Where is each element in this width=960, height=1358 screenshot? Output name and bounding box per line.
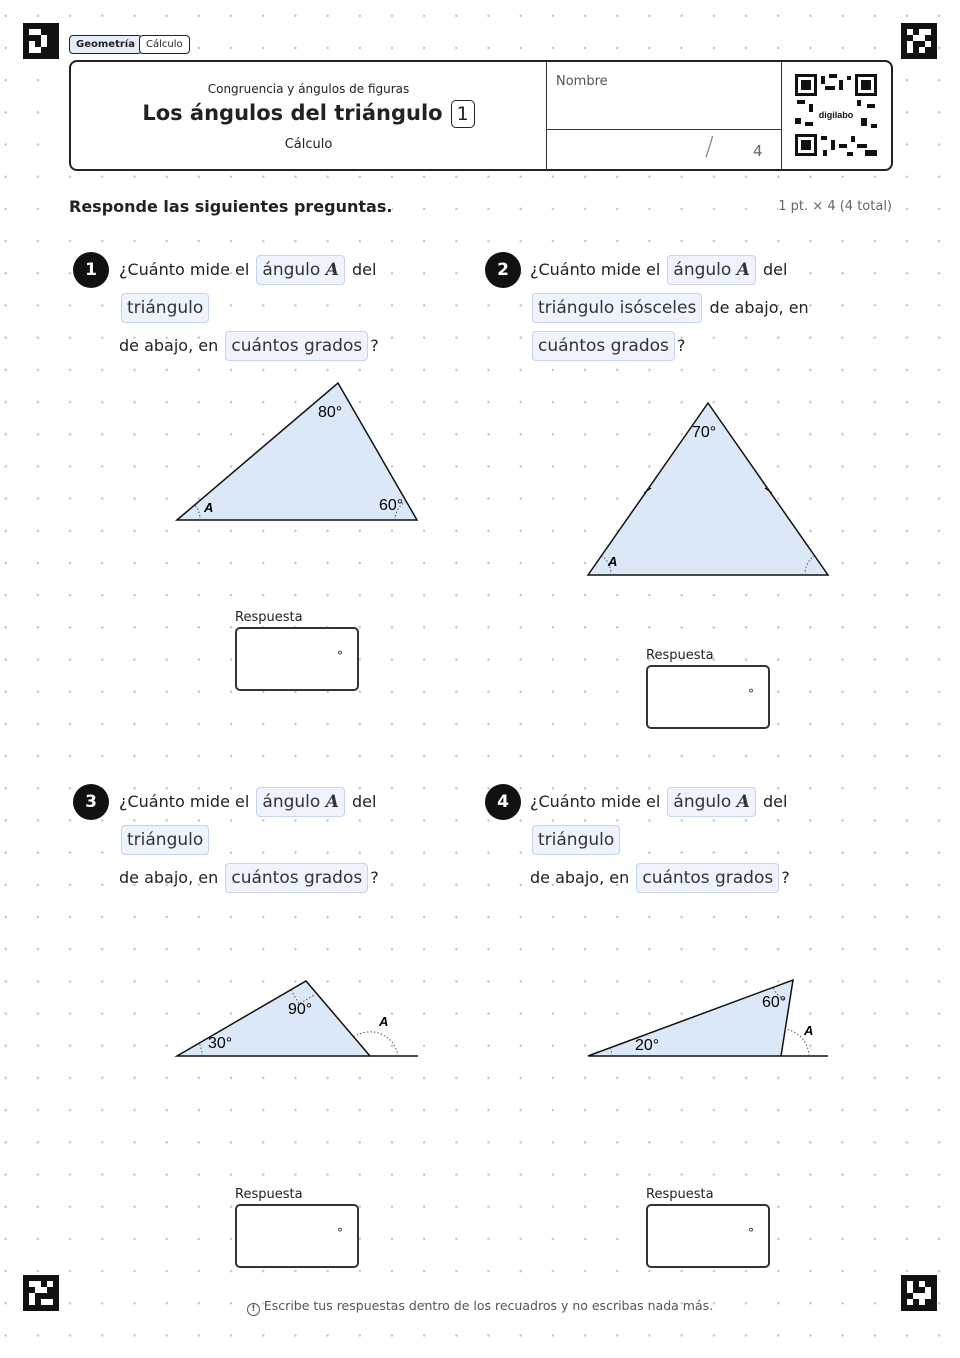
qr-brand-text: digilabo: [818, 110, 854, 120]
answer-box[interactable]: [646, 1204, 770, 1268]
worksheet-subtitle: Congruencia y ángulos de figuras: [207, 82, 410, 96]
title-text: Los ángulos del triángulo: [142, 101, 443, 125]
question-text-part: de abajo, en: [119, 868, 219, 887]
triangle-figure-2: [570, 390, 850, 590]
term-chip-angle[interactable]: [667, 255, 756, 285]
angle-label: 60°: [762, 994, 787, 1011]
question-text-part: del: [352, 792, 377, 811]
degree-unit: °: [748, 687, 754, 701]
question-number: 2: [485, 252, 521, 288]
angle-label: 20°: [635, 1037, 660, 1054]
points-info: 1 pt. × 4 (4 total): [778, 199, 892, 214]
term-chip-degrees[interactable]: cuántos grados: [532, 331, 675, 361]
question-text-part: del: [763, 792, 788, 811]
variable-a: A: [736, 792, 750, 812]
question-text-part: del: [763, 260, 788, 279]
question-text-part: de abajo, en: [709, 298, 809, 317]
score-slash: /: [705, 132, 714, 162]
question-text: [119, 251, 469, 365]
question-text: [119, 783, 469, 897]
answer-box[interactable]: [235, 1204, 359, 1268]
triangle-figure-3: [160, 965, 440, 1075]
angle-label: 90°: [288, 1001, 313, 1018]
term-chip-degrees[interactable]: cuántos grados: [225, 331, 368, 361]
degree-unit: °: [337, 649, 343, 663]
chip-label: ángulo: [673, 792, 732, 812]
triangle-figure-1: [160, 370, 440, 540]
term-chip-degrees[interactable]: cuántos grados: [636, 863, 779, 893]
chip-label: ángulo: [262, 792, 321, 812]
angle-label-unknown: A: [608, 554, 618, 569]
angle-label: 30°: [208, 1035, 233, 1052]
question-text-part: ¿Cuánto mide el: [530, 260, 661, 279]
angle-label: 70°: [692, 424, 717, 441]
answer-box[interactable]: [235, 627, 359, 691]
question-text-part: de abajo, en: [530, 868, 630, 887]
question-mark: ?: [781, 868, 790, 887]
question-number: 1: [73, 252, 109, 288]
footer-text: Escribe tus respuestas dentro de los recuadros y no escribas nada más.: [263, 1298, 714, 1313]
worksheet-number: 1: [451, 100, 475, 128]
corner-marker-top-right: [901, 23, 937, 59]
chip-label: ángulo: [262, 260, 321, 280]
corner-marker-top-left: [23, 23, 59, 59]
name-field[interactable]: [547, 63, 780, 128]
info-circle-icon: !: [247, 1303, 260, 1316]
question-text-part: de abajo, en: [119, 336, 219, 355]
term-chip-triangle[interactable]: triángulo: [121, 293, 209, 323]
degree-unit: °: [748, 1226, 754, 1240]
answer-box[interactable]: [646, 665, 770, 729]
question-mark: ?: [676, 336, 686, 355]
variable-a: A: [736, 260, 750, 280]
answer-label: Respuesta: [235, 1187, 303, 1202]
variable-a: A: [325, 792, 339, 812]
angle-label-unknown: A: [804, 1023, 814, 1038]
variable-a: A: [325, 260, 339, 280]
question-text: [530, 251, 830, 365]
qr-code: [795, 74, 877, 156]
divider: [546, 129, 781, 130]
question-mark: ?: [370, 868, 379, 887]
score-total: 4: [753, 142, 763, 160]
question-text-part: ¿Cuánto mide el: [530, 792, 661, 811]
term-chip-angle[interactable]: [256, 787, 345, 817]
term-chip-degrees[interactable]: cuántos grados: [225, 863, 368, 893]
tag-geometria: Geometría: [69, 35, 142, 54]
footer-note: [0, 1298, 960, 1316]
term-chip-angle[interactable]: [256, 255, 345, 285]
term-chip-angle[interactable]: [667, 787, 756, 817]
question-text-part: ¿Cuánto mide el: [119, 260, 250, 279]
triangle-shape: [588, 980, 793, 1056]
question-number: 4: [485, 784, 521, 820]
question-text-part: del: [352, 260, 377, 279]
name-field-label: Nombre: [556, 74, 608, 89]
angle-label: 60°: [379, 497, 404, 514]
term-chip-triangle[interactable]: triángulo: [532, 825, 620, 855]
triangle-figure-4: [570, 965, 850, 1075]
degree-unit: °: [337, 1226, 343, 1240]
worksheet-subject: Cálculo: [284, 137, 333, 152]
term-chip-triangle[interactable]: triángulo: [121, 825, 209, 855]
worksheet-header: [69, 60, 893, 171]
angle-label: 80°: [318, 404, 343, 421]
instruction-heading: Responde las siguientes preguntas.: [69, 197, 393, 216]
question-text-part: ¿Cuánto mide el: [119, 792, 250, 811]
question-text: [530, 783, 880, 897]
answer-label: Respuesta: [235, 610, 303, 625]
chip-label: ángulo: [673, 260, 732, 280]
triangle-shape: [177, 981, 370, 1056]
answer-label: Respuesta: [646, 648, 714, 663]
angle-label-unknown: A: [379, 1014, 389, 1029]
question-number: 3: [73, 784, 109, 820]
answer-label: Respuesta: [646, 1187, 714, 1202]
question-mark: ?: [370, 336, 379, 355]
divider: [781, 62, 782, 169]
tag-calculo: Cálculo: [139, 35, 190, 54]
worksheet-title: [71, 100, 546, 128]
term-chip-triangle[interactable]: triángulo isósceles: [532, 293, 702, 323]
angle-label-unknown: A: [204, 500, 214, 515]
